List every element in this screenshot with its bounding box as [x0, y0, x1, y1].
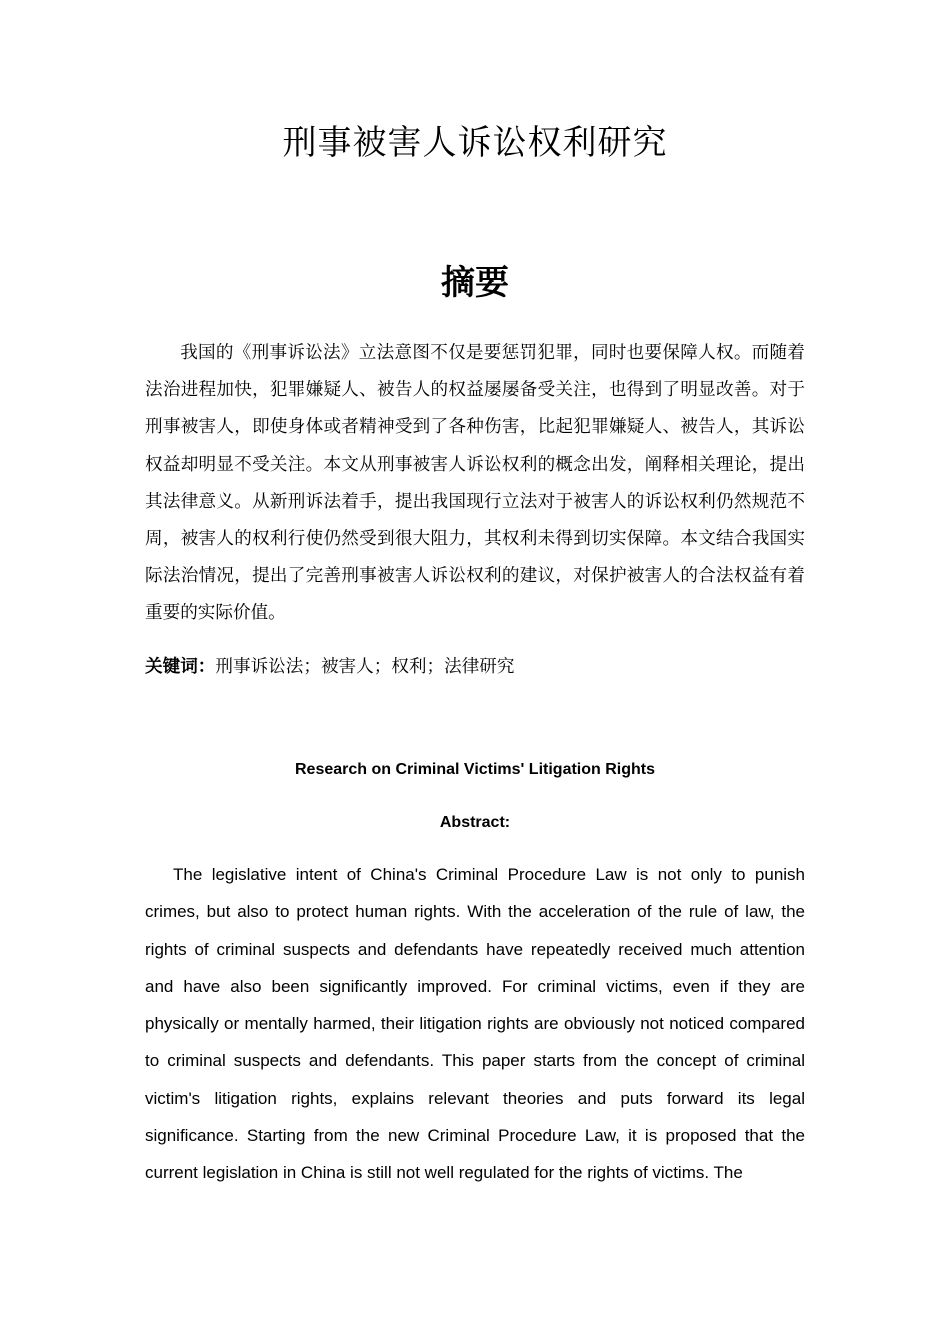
- chinese-title: 刑事被害人诉讼权利研究: [282, 123, 668, 163]
- english-title: Research on Criminal Victims' Litigation Rights: [294, 761, 656, 778]
- keywords-label: 关键词：: [145, 656, 216, 677]
- english-abstract-heading: Abstract:: [439, 814, 511, 831]
- chinese-abstract-body: 我国的《刑事诉讼法》立法意图不仅是要惩罚犯罪，同时也要保障人权。而随着法治进程加快，犯罪嫌疑人、被告人的权益屡屡备受关注，也得到了明显改善。对于刑事被害人，即使身体或者精神受到了各种伤害，比起犯罪嫌疑人、被告人，其诉讼权益却明显不受关注。本文从刑事被害人诉讼权利的概念出发，阐释相关理论，提出其法律意义。从新刑诉法着手，提出我国现行立法对于被害人的诉讼权利仍然规范不周，被害人的权利行使仍然受到很大阻力，其权利未得到切实保障。本文结合我国实际法治情况，提出了完善刑事被害人诉讼权利的建议，对保护被害人的合法权益有着重要的实际价值。: [145, 343, 805, 624]
- keywords-list: 刑事诉讼法；被害人；权利；法律研究: [215, 657, 515, 677]
- chinese-abstract-heading: 摘要: [441, 263, 509, 303]
- chinese-keywords: [145, 650, 805, 684]
- english-abstract-body: The legislative intent of China's Criminal Procedure Law is not only to punish crimes, but also to protect human rights. With the acceleration of the rule of law, the rights of criminal suspects and defendants have repeatedly received much attention and have also been significantly improved. For criminal victims, even if they are physically or mentally harmed, their litigation rights are obviously not noticed compared to criminal suspects and defendants. This paper starts from the concept of criminal victim's litigation rights, explains relevant theories and puts forward its legal significance. Starting from the new Criminal Procedure Law, it is proposed that the current legislation in China is still not well regulated for the rights of victims. The: [145, 865, 805, 1183]
